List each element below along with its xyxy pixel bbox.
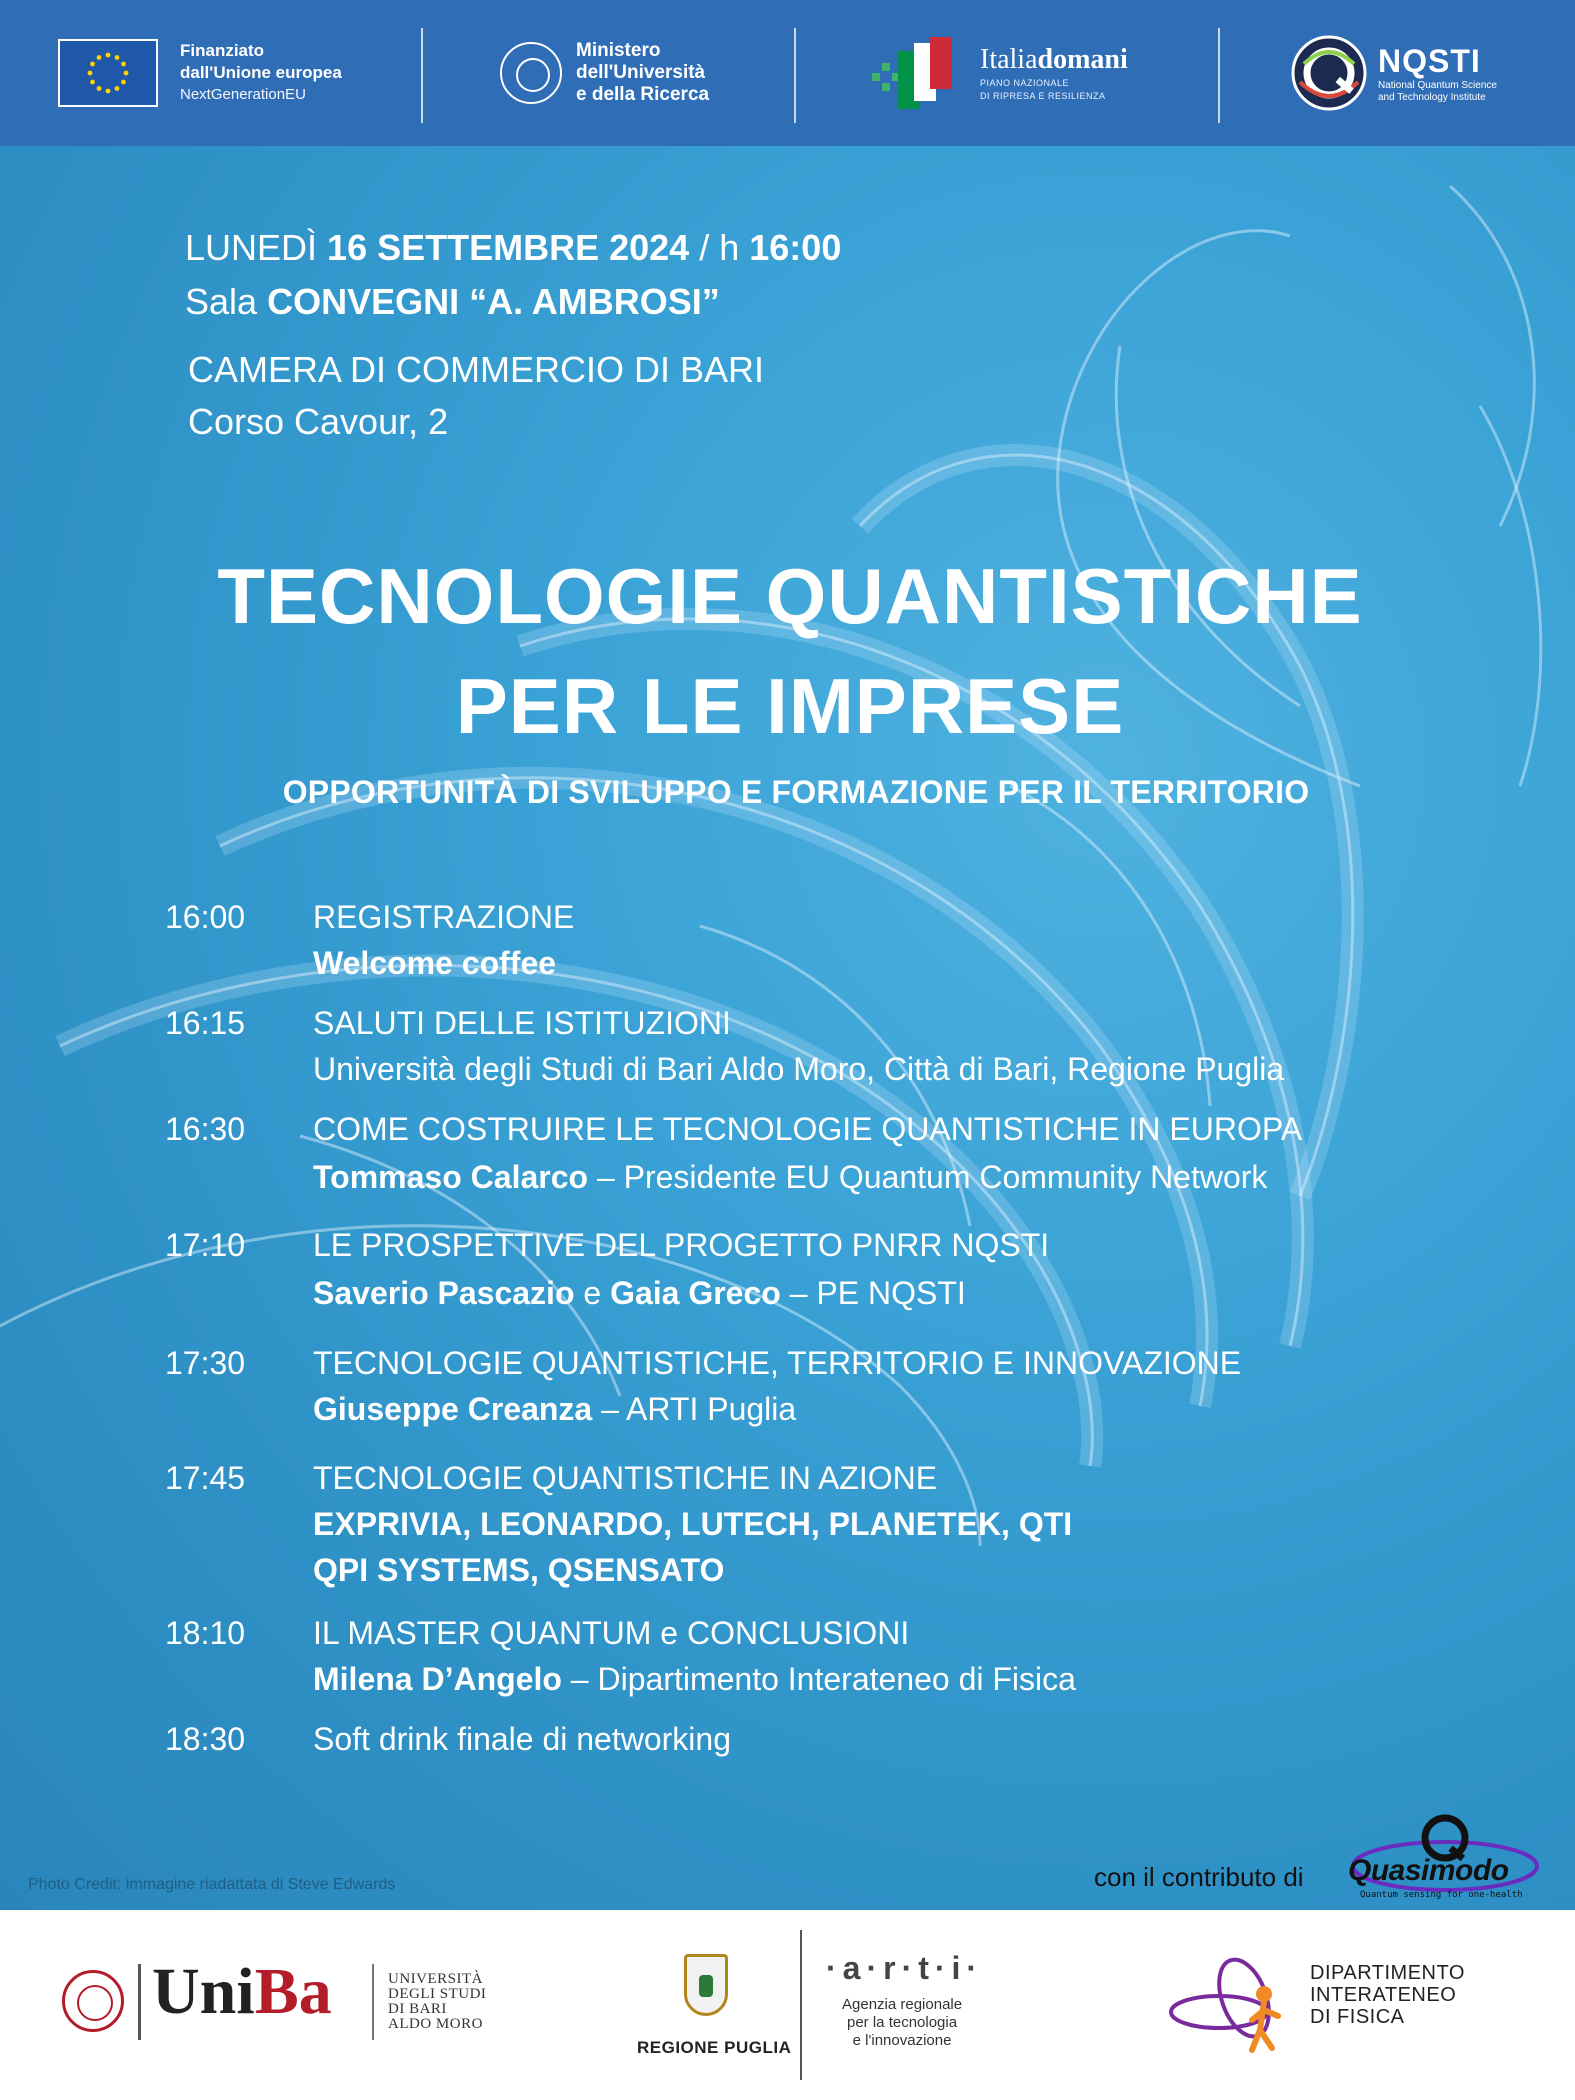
agenda-time: 16:30 [165,1111,246,1147]
quasimodo-tagline: Quantum sensing for one-health [1360,1890,1523,1900]
italia-sub1: PIANO NAZIONALE [980,78,1070,88]
event-hall: CONVEGNI “A. AMBROSI” [267,281,720,322]
divider [800,1930,802,2080]
divider [138,1964,141,2040]
agenda-title: LE PROSPETTIVE DEL PROGETTO PNRR NQSTI [313,1227,1050,1263]
dip-line2: INTERATENEO [1310,1984,1457,2006]
agenda-time: 17:10 [165,1227,246,1263]
arti-sub3: e l'innovazione [852,2032,952,2049]
agenda-companies: EXPRIVIA, LEONARDO, LUTECH, PLANETEK, QTI [313,1506,1073,1542]
italia-sub2: DI RIPRESA E RESILIENZA [980,91,1106,101]
nqsti-sub2: and Technology Institute [1378,91,1486,103]
nqsti-logo [1286,0,1497,146]
mur-line1: Ministero [576,40,661,61]
divider [1218,28,1220,123]
agenda-title: TECNOLOGIE QUANTISTICHE IN AZIONE [313,1460,938,1496]
agenda-time: 18:30 [165,1721,246,1757]
agenda-time: 17:30 [165,1345,246,1381]
arti-subtitle [842,1996,962,2050]
nqsti-name: NQSTI [1378,42,1481,79]
divider [372,1964,374,2040]
page-title-line1: TECNOLOGIE QUANTISTICHE [217,552,1363,640]
agenda-title: REGISTRAZIONE [313,899,575,935]
agenda-time: 16:00 [165,899,246,935]
eu-line1: Finanziato [180,41,265,60]
uniba-sub1: UNIVERSITÀ [388,1971,483,1987]
agenda-title: COME COSTRUIRE LE TECNOLOGIE QUANTISTICHE IN EUROPA [313,1111,1303,1147]
agenda-companies: QPI SYSTEMS, QSENSATO [313,1552,725,1588]
agenda-title: Soft drink finale di networking [313,1721,731,1757]
agenda-role: – Presidente EU Quantum Community Network [588,1159,1268,1195]
eu-line3: NextGenerationEU [180,86,306,103]
agenda-title: TECNOLOGIE QUANTISTICHE, TERRITORIO E INNOVAZIONE [313,1345,1242,1381]
italia-domani-logo [868,0,1128,146]
arti-sub2: per la tecnologia [847,2014,958,2031]
page-title-line2: PER LE IMPRESE [455,662,1125,750]
uniba-crest-icon [62,1970,124,2032]
agenda-speaker: Gaia Greco [610,1275,781,1311]
divider [794,28,796,123]
nqsti-sub1: National Quantum Science [1378,79,1497,91]
arti-logo-text: ·a·r·t·i· [826,1950,984,1986]
republic-seal-icon [500,42,562,104]
dip-line3: DI FISICA [1310,2006,1405,2028]
uniba-name-b: Ba [254,1955,332,2028]
event-hall-prefix: Sala [185,281,258,322]
agenda-speaker: Giuseppe Creanza [313,1391,593,1427]
dipartimento-name [1310,1962,1465,2028]
divider [421,28,423,123]
agenda-role: – PE NQSTI [780,1275,966,1311]
uniba-subtitle [388,1972,486,2032]
photo-credit: Photo Credit: immagine riadattata di Steve Edwards [28,1876,396,1893]
dip-line1: DIPARTIMENTO [1310,1962,1465,1984]
eu-line2: dall'Unione europea [180,63,342,82]
eu-logo [58,0,342,146]
puglia-name: REGIONE PUGLIA [637,2038,792,2057]
agenda-detail: Università degli Studi di Bari Aldo Moro, Città di Bari, Regione Puglia [313,1051,1285,1087]
page-subtitle: OPPORTUNITÀ DI SVILUPPO E FORMAZIONE PER IL TERRITORIO [282,774,1310,810]
agenda-time: 18:10 [165,1615,246,1651]
event-time: 16:00 [749,227,842,268]
agenda-speaker: Tommaso Calarco [313,1159,589,1195]
uniba-logo-text [152,1954,332,2030]
uniba-sub4: ALDO MORO [388,2016,483,2032]
agenda-role: – ARTI Puglia [592,1391,797,1427]
italia-name-b: domani [1037,44,1128,75]
event-date-line [185,226,841,270]
partner-footer [0,1910,1575,2100]
agenda-time: 16:15 [165,1005,246,1041]
event-venue: CAMERA DI COMMERCIO DI BARI [188,349,765,390]
event-address: Corso Cavour, 2 [188,401,449,442]
event-hall-line [185,280,720,324]
uniba-sub2: DEGLI STUDI [388,1986,487,2002]
event-day-prefix: LUNEDÌ [185,227,318,268]
uniba-sub3: DI BARI [388,2001,447,2017]
agenda-conjunction: e [574,1275,611,1311]
agenda-speaker: Welcome coffee [313,945,557,981]
contribution-label: con il contributo di [1094,1862,1304,1892]
mur-line3: e della Ricerca [576,84,710,105]
italia-name-a: Italia [980,44,1038,75]
uniba-name-a: Uni [152,1955,255,2028]
event-time-prefix: / h [699,227,740,268]
agenda-title: SALUTI DELLE ISTITUZIONI [313,1005,731,1041]
nqsti-q-icon [1286,30,1372,116]
agenda-time: 17:45 [165,1460,246,1496]
agenda-speaker: Milena D’Angelo [313,1661,562,1697]
event-date: 16 SETTEMBRE 2024 [327,227,690,268]
sponsor-header [0,0,1575,146]
arti-sub1: Agenzia regionale [842,1996,963,2013]
puglia-crest-icon [684,1954,728,2016]
italy-flag-icon [868,33,968,113]
quasimodo-name: Quasimodo [1348,1854,1509,1887]
mur-line2: dell'Università [576,62,706,83]
mur-logo [500,0,709,146]
dipartimento-fisica-icon [1164,1950,1304,2060]
agenda-role: – Dipartimento Interateneo di Fisica [561,1661,1076,1697]
agenda-title: IL MASTER QUANTUM e CONCLUSIONI [313,1615,910,1651]
agenda-speaker: Saverio Pascazio [313,1275,575,1311]
eu-flag-icon [58,39,158,107]
